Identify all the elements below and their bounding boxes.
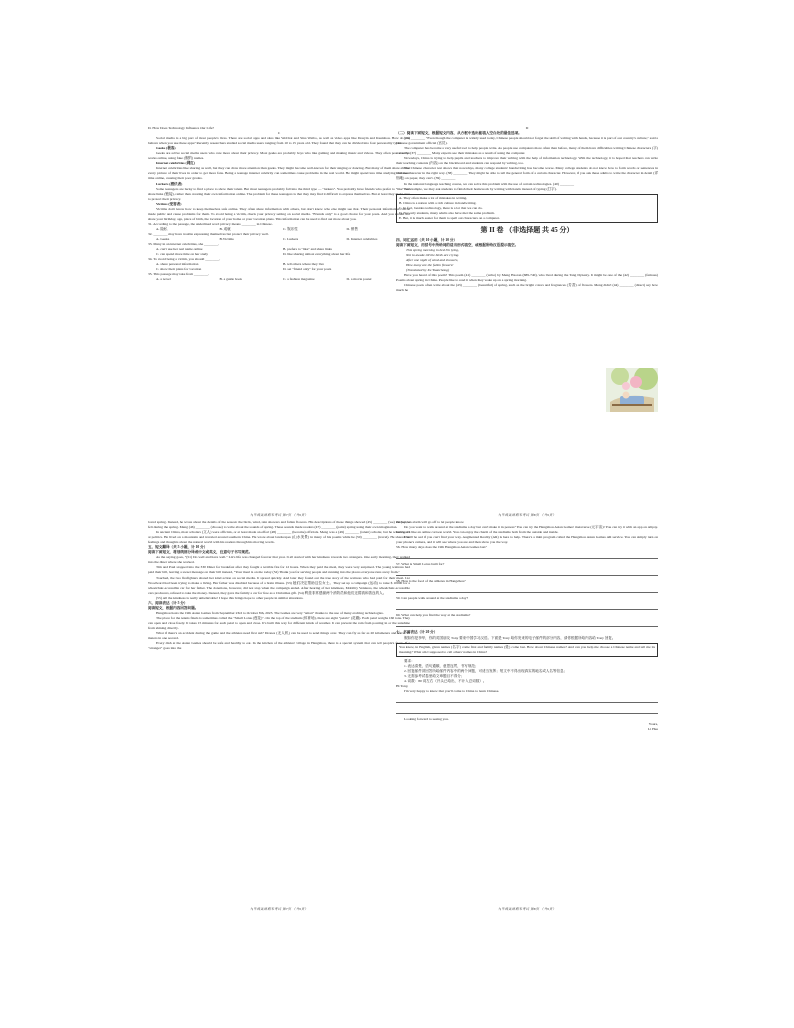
answer-line[interactable] <box>396 602 658 610</box>
paragraph: (36) ________ "Even though the computer is widely used today, Chinese people should not forget the skill of writing with hands, because it is part of our country's culture," said a Chinese government official (官员). <box>396 136 658 146</box>
question-58: 58. How is the food of the athletes in Hangzhou? <box>396 579 466 584</box>
option: A. 隐私 <box>156 226 168 231</box>
option: C. a fashion magazine <box>283 277 315 282</box>
paragraph: Social media is a big part of most people's lives. There are social apps and sites like WeChat and Sina Weibo, as well as video apps like Douyin and Kuaishou. How do you behave when you use these apps? Recently researchers studied social media users ranging from 10 to 15 years old. They found that they can be divided into four personality types. <box>148 136 410 146</box>
subheading: Lurkers (潜伏者) <box>156 181 183 186</box>
paragraph: Do you want to walk around at the stadiums a day but can't make it in person? You can try the Hangzhou Asian Games' metaverse (元宇宙)! You can try it with an app on Alipay. Inside, it's like an online cartoon world. You can enjoy the charm of the stadiums both from the outside and inside. <box>396 525 658 535</box>
option: D. a movie poster <box>346 277 372 282</box>
box-option: A. They often make a lot of mistakes in writing. <box>399 195 468 200</box>
options-box <box>396 194 658 223</box>
text-line: D. How Does Technology Influence Our Life? <box>148 126 214 130</box>
requirement: 3. 无需参考试卷里给文章题目不得分； <box>404 673 465 678</box>
requirements-heading: 要求： <box>404 658 415 663</box>
paragraph: loved spring. Instead, he wrote about the details of the season: the birds, wind, rain showers and fallen flowers. His descriptions of these things showed (45) ________ (we) the joy he felt during the spring. Meng (46) ________ (choose) to write about the sounds of spring. These sounds made readers (47) ________ (paint) spring using their own imagination. <box>148 520 410 530</box>
section-instruction: （二）阅读下面短文，根据短文内容，从方框中选出能填入空白处的最佳选项。 <box>396 131 522 136</box>
section-letter: C <box>277 131 281 136</box>
question-59: 59. Can people walk around at the stadiums a day? <box>396 596 469 601</box>
paragraph: Tim and Paul stopped into the 330 Diner for breakfast after they fought a terrible fire for 12 hours. When they paid the meal, they were very surprised. The young waitress had paid their bill, leaving a sweet message on their bill instead, "Your meal is on me today (52) Thank you for serving people and running into the places everyone runs away from." <box>148 565 410 575</box>
option: B. prefers to "like" and share links <box>283 247 332 252</box>
section-instruction: 阅读下面短文，用括号中所给词的适当形式填空，或根据所给汉语提示填空。 <box>396 242 519 247</box>
paragraph: In the national language teaching course, we can solve this problem with the use of certain technologies. (40) ________ <box>404 181 575 186</box>
email-excerpt-box <box>396 643 658 657</box>
subheading: Geeks (极客) <box>156 146 176 151</box>
box-option: C. In fact, besides technology, there is a lot that we can do. <box>399 205 483 210</box>
requirement: 2. 回复邮件须回答所给邮件内容中的两个问题，可适当发挥；短文中不得出现真实的地名或人名等信息； <box>404 668 568 673</box>
section-instruction: 阅读下面短文，将划线部分译成中文或英文，注意句子书写规范。 <box>148 550 253 555</box>
exam-page-3 <box>148 520 410 914</box>
subheading: Victims (受害者) <box>156 201 182 206</box>
letter-closing: Looking forward to seeing you. <box>404 716 449 721</box>
option: B. 成就 <box>219 226 231 231</box>
box-option: D. Not only students, many adults also have met the same problem. <box>399 210 495 215</box>
option: D. set "friend only" for your posts <box>283 267 332 272</box>
option: A. can't use her real name online <box>156 247 203 252</box>
section-heading: 六、阅读表达（计 5 分） <box>148 600 188 605</box>
question-33: 33. Many in an internet celebrities, she ________. <box>148 242 220 247</box>
option: D. 销售 <box>346 226 358 231</box>
option: D. Internet celebrities <box>346 237 378 242</box>
requirement: 4. 词数：80 词左右（开头已给出，不计入总词数）。 <box>404 678 487 683</box>
exam-page-4 <box>396 520 658 914</box>
question-57: 57. What is Small Lotus built for? <box>396 562 445 567</box>
option: B. a guide book <box>219 277 242 282</box>
option: B. tell others where they live <box>283 262 324 267</box>
section-heading: 五、短文翻译（共 5 小题，计 10 分） <box>148 545 208 550</box>
option: C. show their plans for vacation <box>156 267 202 272</box>
part-title: 第 II 卷 （非选择题 共 45 分） <box>480 225 574 234</box>
subheading: Internet celebrities (网红) <box>156 161 196 166</box>
writing-line[interactable] <box>396 695 658 703</box>
poem-line: How many are the fallen flowers! <box>406 263 454 268</box>
section-instruction: 假如你是李华，你的英国朋友 Tony 要来中国学习汉语。下面是 Tony 给你发来的电子邮件的部分内容，请你根据所给内容给 Tony 回复。 <box>404 635 616 640</box>
letter-signature: Li Hua <box>648 727 658 732</box>
paragraph: Geeks are active social media users who care more about their privacy. Most geeks are probably boys who like gaming and making music and videos. They often post creative works online, using fake (假的) names. <box>148 151 410 161</box>
poem-line: (Translated by Xu Yuanchong) <box>406 268 450 273</box>
answer-line[interactable] <box>396 568 658 576</box>
section-heading: 七、书面表达（计 20 分） <box>396 630 438 635</box>
paragraph: Victims don't know how to keep themselves safe online. They often share information with others, but don't know who else might see that. Their personal information can be made public and cause problems for them. To avoid being a victim, check your privacy setting on social media. "Friends only" is a good choice for your posts. And you should not share your birthday, age, place of birth, the location of your home or your vacation plans. This information can be used to find out more about you. <box>148 206 410 221</box>
question-56: 56. How many days does the 19th Hangzhou Asian Games last? <box>396 545 487 550</box>
option: B.Victims <box>219 237 234 242</box>
question-34: 34. To avoid being a victim, you should ________. <box>148 257 221 262</box>
option: A. a novel <box>156 277 171 282</box>
email-excerpt: You know, in English, given names (名字) come first and family names (姓) come last. How about Chinese names? And can you help me choose a Chinese name and tell me its meaning? What am I supposed to call others' names in China? <box>399 644 655 654</box>
page-footer: 九年级英语期末考试 第8页 （共9页） <box>497 906 557 911</box>
section-heading: 四、词汇运用（共 10 小题，计 10 分） <box>396 237 458 242</box>
poem-illustration-icon <box>606 368 658 412</box>
answer-line[interactable] <box>396 551 658 559</box>
paragraph: Every dish at the Asian Games should be safe and healthy to eat. In the kitchen of the athletes' village in Hangzhou, there is a special system that can tell people's faces. If a "stranger" goes into the <box>148 641 410 651</box>
box-option: E. But, it is much easier for them to spell out characters on a computer. <box>399 215 500 220</box>
question-60: 60. What can help you find the way at the stadiums? <box>396 613 471 618</box>
answer-line[interactable] <box>396 619 658 627</box>
paragraph: What if there's an accident during the game and the athletes need first aid? Drones (无人机) can be used to send things over. They can fly as far as 20 kilometers and travel 16 meters in one second. <box>148 631 410 641</box>
requirement: 1. 表达清楚，语句通顺，意思连贯，书写规范； <box>404 663 479 668</box>
paragraph: In ancient China, most scholars (文人) were officials, or at least made an effort (48) ________ (become) officials. Meng was a (49) ________ (talent) scholar, but he wasn't good at politics. He lived on a mountain and traveled around southern China. He wrote about landscapes (山水美景) in many of his poems while he (50) ________ (travel). He shared his feelings and thoughts about the natural world with his readers through his moving words. <box>148 530 410 545</box>
paragraph: The computer has become a very useful tool to help people write. As people use computers more often than before, many of them have difficulties writing Chinese characters (字) correctly. (37) ________ Many experts see their mistakes as a result of using the computer. <box>396 146 658 156</box>
option: A. share personal information <box>156 262 199 267</box>
option: C. Lurkers <box>283 237 299 242</box>
question-35: 35. This passage may take from ________. <box>148 272 210 277</box>
option: A. Geeks <box>156 237 170 242</box>
option: C. 娱乐性 <box>283 226 298 231</box>
box-option: B. China is a nation with a rich culture in handwriting. <box>399 200 477 205</box>
paragraph: (55) All the kindness is really unbelievable! I hope this brings hope to other people in similar situations. <box>156 595 304 600</box>
paragraph: Nowadays, China is trying to help pupils and teachers to improve their writing with the help of information technology. With the technology, it is hoped that teachers can write their teaching contents (内容) on the blackboard and students can respond by writing, too. <box>396 156 658 166</box>
paragraph: The Chinese character test shows that nowadays, many college students' handwriting has become worse. Many college students do not know how to form words or sentences in Chinese character in the right way. (38) ________ They might be able to tell the general form of a certain character. However, if you ask these adults to write the character in detail (详细地) on paper, they can't. (39) ________ <box>396 166 658 181</box>
page-footer: 九年级英语期末考试 第7页 （共9页） <box>249 906 309 911</box>
paragraph: For example, we may ask students to finish their homework by writing with hands instead of typing (打字). <box>404 186 557 191</box>
paragraph: Internet celebrities like sharing as well, but they can draw more attention than geeks. They might become well-known for their singing or dancing. But many of them share almost every picture of their lives in order to get more fans. Being a teenage internet celebrity can sometimes cause problems in the real world. He might spend less time studying and more time online, causing their poor grades. <box>148 166 410 181</box>
paragraph: Some teenagers are lucky to find a place to show their talent. But most teenagers probably fall into the third type — "lurkers". You probably have friends who prefer to "like" and share links (链接), rather than creating their own information online. The problem for these teenagers is that they may find it difficult to express themselves. But at least they make sure to protect their privacy. <box>148 186 410 201</box>
poem <box>406 248 658 273</box>
exam-page-1 <box>148 126 410 520</box>
letter-greeting: Hi Tony, <box>396 683 409 688</box>
paragraph: Hangzhou hosts the 19th Asian Games from September 23rd to October 8th, 2023. The Games are very "smart" thanks to the use of many exciting technologies. <box>156 610 384 615</box>
writing-line[interactable] <box>396 706 658 714</box>
poem-line: After one night of wind and showers, <box>406 258 459 263</box>
paragraph: It will be sad if you can't find your way. Augmented Reality (AR) is here to help. There's a mini program called the Hangzhou Asian Games AR service. You can simply turn on your phone's camera, and it will see where you are and then show you the way. <box>396 535 658 545</box>
section-instruction: 阅读短文，根据内容回答问题。 <box>148 605 199 610</box>
paragraph: Touched, the two firefighters shared her kind action on social media. It spread quickly. And later they found out the true story of the waitress who had paid for their meal. Liz Woodward had been trying to make a living. Her father was disabled because of a brain illness. (53) 她们决定帮助这位女士。They set up a campaign (运动) to raise $ 10000 for a wheelchair-accessible car for her father. The donations, however, did not stop when the campaign ended. After hearing of her kindness, Mobility Ventures, the wheelchair-accessible cars producers, refused to take the money. Instead, they gave the family a car for free as a Christmas gift. (54) 利兹非常感谢两个消防员和他们还捐钱和善良的人。 <box>148 575 410 595</box>
page-footer: 九年级英语期末考试 第7页 （共9页） <box>249 512 309 517</box>
question-32: 32. ________ may have trouble expressing themselves but protect their privacy well. <box>148 231 269 236</box>
paragraph: Have you heard of this poem? This poem (41) ________ (write) by Meng Haoran (689-740), who lived during the Tang Dynasty. It might be one of the (42) ________ (famous) Poems about spring in China. People like to read it when they wake up on a spring morning. <box>396 273 658 283</box>
poem-line: This spring morning in bed I'm lying, <box>406 247 459 252</box>
exam-page-2 <box>396 126 658 520</box>
paragraph: Chinese poets often write about the (43) ________ (beautiful) of spring, such as the bright colors and fragrances (芳香) of flowers. Meng didn't (44) ________ (direct) say how much he <box>396 283 658 293</box>
option: C. can spend more time on her study <box>156 252 209 257</box>
q35-options <box>156 277 410 282</box>
question-31: 31. According to the passage, the underlined word privacy means ________ in Chinese. <box>148 221 273 226</box>
page-footer: 九年级英语期末考试 第8页 （共9页） <box>497 512 557 517</box>
option: D. like sharing almost everything about her life <box>283 252 351 257</box>
section-letter: D <box>525 126 529 130</box>
letter-sign-off: Yours, <box>648 722 658 727</box>
letter-first-line: I'm very happy to know that you'll come to China to learn Chinese. <box>404 688 500 693</box>
poem-line: Not to awake till the birds are crying. <box>406 252 460 257</box>
paragraph: As the saying goes, "(51) Do well and have well." Liz's life was changed forever that year. It all started with her kindness towards two strangers. One early morning, they walked into the diner where she worked. <box>148 555 410 565</box>
answer-line[interactable] <box>396 585 658 593</box>
paragraph: The place for the tennis finals is sometimes called the "Small Lotus (莲花)". On the top of the stadium (体育场), there are eight "petals" (花瓣). Each petal weighs 160 tons. They can open and close freely. It takes 15 minutes for each petal to open and close. It's built this way for different kinds of weather. It can prevent the rain from pouring in or the sunshine from shining directly. <box>148 615 410 630</box>
paragraph: kitchen, an alarm will go off to let people know. <box>396 520 465 524</box>
